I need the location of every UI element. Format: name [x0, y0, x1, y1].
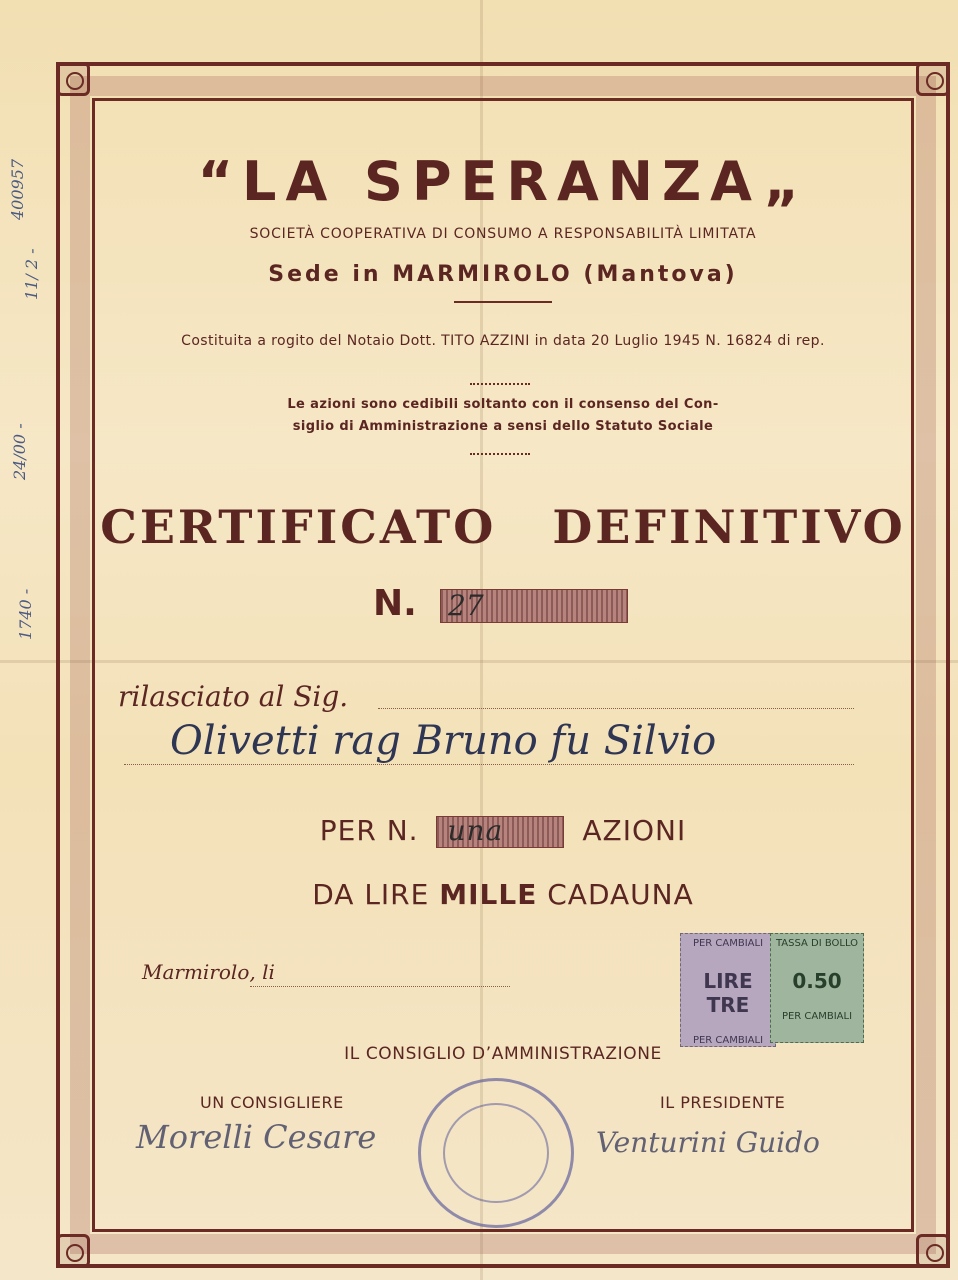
place-date-label: Marmirolo, li	[142, 960, 275, 984]
transfer-note	[92, 394, 914, 438]
date-line	[250, 986, 510, 987]
stamp-1-top: PER CAMBIALI	[692, 938, 764, 949]
councillor-label: UN CONSIGLIERE	[200, 1093, 344, 1112]
shares-field	[436, 816, 564, 848]
revenue-stamp-lire-tre	[680, 933, 776, 1047]
stamp-1-mid: LIRE TRE	[703, 969, 753, 1017]
dotted-separator-bottom	[470, 453, 530, 455]
stamp-2-mid: 0.50	[792, 969, 842, 993]
margin-note-4: 1740 -	[16, 588, 35, 640]
certificate-title-right: DEFINITIVO	[552, 500, 906, 554]
president-signature: Venturini Guido	[596, 1126, 820, 1159]
value-bold: MILLE	[439, 878, 538, 911]
revenue-stamp-050	[770, 933, 864, 1043]
shares-label: PER N.	[319, 814, 419, 847]
value-line	[92, 878, 914, 911]
corner-ornament-icon	[916, 1234, 950, 1268]
company-subtitle: SOCIETÀ COOPERATIVA DI CONSUMO A RESPONSABILITÀ LIMITATA	[249, 226, 757, 242]
shares-unit: AZIONI	[582, 814, 687, 847]
corner-ornament-icon	[56, 1234, 90, 1268]
margin-note-3: 24/00 -	[10, 423, 29, 480]
certificate-title-left: CERTIFICATO	[100, 500, 497, 554]
margin-note-1: 400957	[8, 158, 27, 220]
company-title: “LA SPERANZA„	[197, 150, 809, 213]
certificate-number-value: 27	[448, 589, 484, 622]
incorporation-text: Costituita a rogito del Notaio Dott. TITO AZZINI in data 20 Luglio 1945 N. 16824 di rep.	[181, 333, 825, 349]
council-title: IL CONSIGLIO D’AMMINISTRAZIONE	[344, 1044, 662, 1064]
councillor-signature: Morelli Cesare	[136, 1118, 377, 1156]
stamp-1-bottom: PER CAMBIALI	[692, 1035, 764, 1046]
stamp-2-bottom: PER CAMBIALI	[781, 1011, 853, 1022]
header-rule	[454, 301, 552, 303]
corner-ornament-icon	[56, 62, 90, 96]
issued-to-line	[378, 708, 854, 709]
corner-ornament-icon	[916, 62, 950, 96]
value-suffix: CADAUNA	[547, 878, 694, 911]
dotted-separator-top	[470, 383, 530, 385]
shares-value: una	[447, 814, 504, 847]
transfer-note-line-1: Le azioni sono cedibili soltanto con il consenso del Con-	[287, 397, 719, 412]
value-prefix: DA LIRE	[312, 878, 430, 911]
president-label: IL PRESIDENTE	[660, 1093, 786, 1112]
transfer-note-line-2: siglio di Amministrazione a sensi dello Statuto Sociale	[292, 419, 714, 434]
cooperative-seal	[418, 1078, 574, 1228]
recipient-line	[124, 764, 854, 765]
certificate-number-label: N.	[373, 583, 417, 624]
issued-to-label: rilasciato al Sig.	[118, 680, 349, 713]
stamp-2-top: TASSA DI BOLLO	[775, 938, 859, 949]
recipient-name: Olivetti rag Bruno fu Silvio	[170, 718, 717, 764]
margin-note-2: 11/ 2 -	[22, 248, 41, 300]
company-seat: Sede in MARMIROLO (Mantova)	[268, 262, 738, 287]
certificate-title	[92, 500, 914, 554]
shares-line	[92, 814, 914, 848]
